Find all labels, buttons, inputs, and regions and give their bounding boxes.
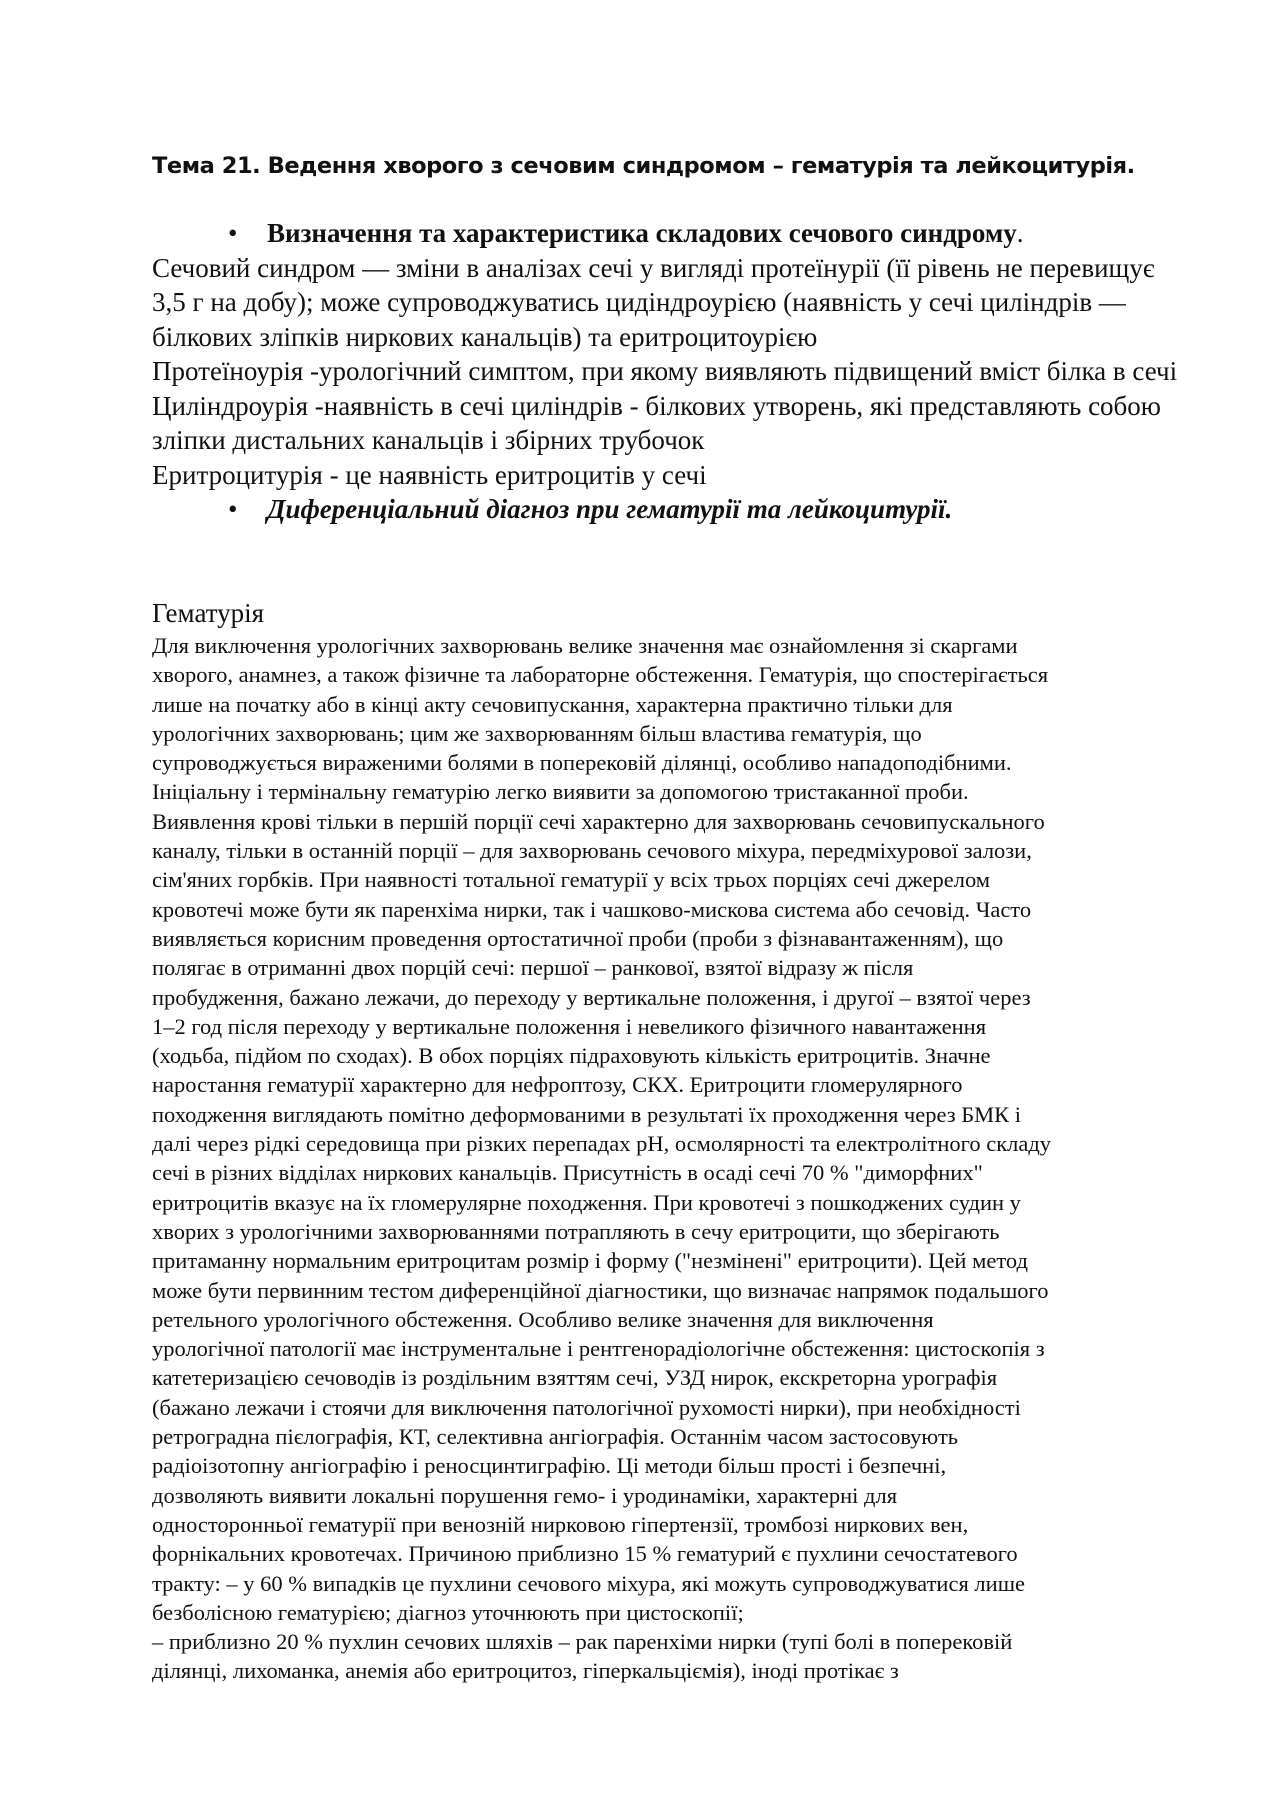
bullet-item-differential xyxy=(152,492,1192,527)
body-line: тракту: – у 60 % випадків це пухлини сечового міхура, які можуть супроводжуватися лише xyxy=(152,1570,1026,1596)
bullet-item-definition xyxy=(152,216,1192,251)
body-line: може бути первинним тестом диференційної діагностики, що визначає напрямок подальшого xyxy=(152,1277,1049,1303)
paragraph-cylindruria: Циліндроурія -наявність в сечі циліндрів - білкових утворень, які представляють собою зліпки дистальних канальців і збірних трубочок xyxy=(152,390,1161,455)
body-line: 1–2 год після переходу у вертикальне положення і невеликого фізичного навантаження xyxy=(152,1013,987,1039)
body-line: (ходьба, підйом по сходах). В обох порціях підраховують кількість еритроцитів. Значне xyxy=(152,1043,991,1069)
body-line: пробудження, бажано лежачи, до переходу у вертикальне положення, і другої – взятої через xyxy=(152,984,1031,1010)
body-line: форнікальних кровотечах. Причиною приблизно 15 % гематурий є пухлини сечостатевого xyxy=(152,1541,1018,1567)
body-line: полягає в отриманні двох порцій сечі: першої – ранкової, взятої відразу ж після xyxy=(152,955,914,981)
paragraph-urinary-syndrome: Сечовий синдром — зміни в аналізах сечі у вигляді протеїнурії (її рівень не перевищує 3,5 г на добу); може супроводжуватись цидіндроурією (наявність у сечі циліндрів — білкових зліпків ниркових канальців) та еритроцитоурією xyxy=(152,252,1155,352)
body-line: Виявлення крові тільки в першій порції сечі характерно для захворювань сечовипускального xyxy=(152,808,1045,834)
body-line: Для виключення урологічних захворювань велике значення має ознайомлення зі скаргами xyxy=(152,633,1018,658)
body-line: каналу, тільки в останній порції – для захворювань сечового міхура, передміхурової залози, xyxy=(152,838,1032,864)
body-line: хворих з урологічними захворюваннями потрапляють в сечу еритроцити, що зберігають xyxy=(152,1218,1000,1244)
body-line: кровотечі може бути як паренхіма нирки, так і чашково-мискова система або сечовід. Часто xyxy=(152,896,1032,922)
bullet-text: Диференціальний діагноз при гематурії та лейкоцитурії. xyxy=(267,494,953,524)
bullet-marker: • xyxy=(228,218,238,248)
body-line: (бажано лежачи і стоячи для виключення патологічної рухомості нирки), при необхідності xyxy=(152,1394,1021,1420)
body-line: сечі в різних відділах ниркових канальців. Присутність в осаді сечі 70 % "диморфних" xyxy=(152,1160,983,1186)
body-line: радіоізотопну ангіографію і реносцинтиграфію. Ці методи більш прості і безпечні, xyxy=(152,1453,947,1479)
body-line: сім'яних горбків. При наявності тотальної гематурії у всіх трьох порціях сечі джерелом xyxy=(152,867,991,893)
hematuria-body xyxy=(152,631,1202,1686)
document-title: Тема 21. Ведення хворого з сечовим синдромом – гематурія та лейкоцитурія. xyxy=(152,153,1135,179)
intro-section xyxy=(152,216,1192,527)
section-heading-hematuria: Гематурія xyxy=(152,598,265,628)
body-line: урологічних захворювань; цим же захворюванням більш властива гематурія, що xyxy=(152,720,922,746)
bullet-marker: • xyxy=(228,494,238,524)
body-line: виявляється корисним проведення ортостатичної проби (проби з фізнавантаженням), що xyxy=(152,925,1004,951)
body-line: ділянці, лихоманка, анемія або еритроцитоз, гіперкальціємія), іноді протікає з xyxy=(152,1658,899,1684)
bullet-text: Визначення та характеристика складових сечового синдрому xyxy=(267,218,1017,248)
body-line: катетеризацією сечоводів із роздільним взяттям сечі, УЗД нирок, екскреторна урографія xyxy=(152,1365,998,1391)
body-line: безболісною гематурією; діагноз уточнюють при цистоскопії; xyxy=(152,1599,744,1625)
paragraph-proteinuria: Протеїноурія -урологічний симптом, при якому виявляють підвищений вміст білка в сечі xyxy=(152,356,1178,386)
body-line: притаманну нормальним еритроцитам розмір і форму ("незмінені" еритроцити). Цей метод xyxy=(152,1248,1028,1274)
body-line: дозволяють виявити локальні порушення гемо- і уродинаміки, характерні для xyxy=(152,1482,898,1508)
body-line: Ініціальну і термінальну гематурію легко виявити за допомогою тристаканної проби. xyxy=(152,779,969,805)
body-line: наростання гематурії характерно для нефроптозу, СКХ. Еритроцити гломерулярного xyxy=(152,1072,963,1098)
body-line: урологічної патології має інструментальне і рентгенорадіологічне обстеження: цистоскопія з xyxy=(152,1336,1045,1362)
body-line: ретельного урологічного обстеження. Особливо велике значення для виключення xyxy=(152,1306,934,1332)
body-line: еритроцитів вказує на їх гломерулярне походження. При кровотечі з пошкоджених судин у xyxy=(152,1189,1021,1215)
body-line: – приблизно 20 % пухлин сечових шляхів – рак паренхіми нирки (тупі болі в поперековій xyxy=(152,1629,1013,1655)
body-line: ретроградна пієлографія, КТ, селективна ангіографія. Останнім часом застосовують xyxy=(152,1424,959,1450)
body-line: далі через рідкі середовища при різких перепадах pH, осмолярності та електролітного складу xyxy=(152,1131,1052,1157)
body-line: лише на початку або в кінці акту сечовипускання, характерна практично тільки для xyxy=(152,691,953,717)
bullet-suffix: . xyxy=(1016,218,1024,248)
body-line: походження виглядають помітно деформованими в результаті їх проходження через БМК і xyxy=(152,1101,1022,1127)
paragraph-erythrocyturia: Еритроцитурія - це наявність еритроцитів у сечі xyxy=(152,459,707,490)
body-line: хворого, анамнез, а також фізичне та лабораторне обстеження. Гематурія, що спостерігається xyxy=(152,662,1049,688)
body-line: супроводжується вираженими болями в поперековій ділянці, особливо нападоподібними. xyxy=(152,750,1012,776)
body-line: односторонньої гематурії при венозній нирковою гіпертензії, тромбозі ниркових вен, xyxy=(152,1511,969,1537)
